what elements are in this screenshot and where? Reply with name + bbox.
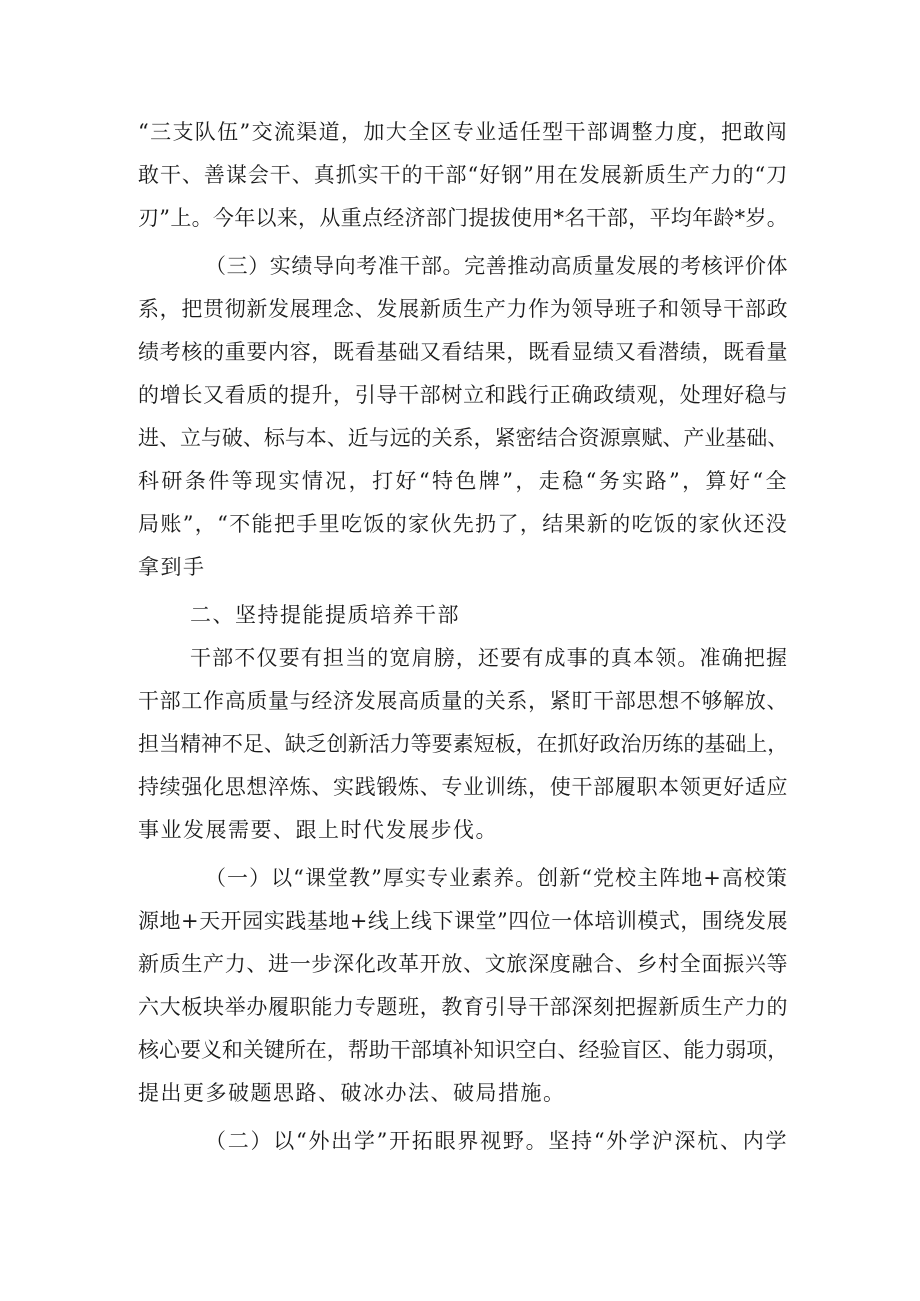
paragraph-line: 敢干、善谋会干、真抓实干的干部“好钢”用在发展新质生产力的“刀 bbox=[138, 163, 788, 187]
paragraph-line: 新质生产力、进一步深化改革开放、文旅深度融合、乡村全面振兴等 bbox=[138, 952, 788, 976]
paragraph-line: 源地+天开园实践基地+线上线下课堂”四位一体培训模式，围绕发展 bbox=[138, 909, 788, 933]
paragraph-line: 事业发展需要、跟上时代发展步伐。 bbox=[138, 818, 498, 842]
paragraph-line: 进、立与破、标与本、近与远的关系，紧密结合资源禀赋、产业基础、 bbox=[138, 426, 788, 450]
section-heading-line: （一）以“课堂教”厚实专业素养。创新“党校主阵地+高校策 bbox=[205, 866, 788, 890]
paragraph-line: “三支队伍”交流渠道，加大全区专业适任型干部调整力度，把敢闯 bbox=[138, 120, 788, 144]
paragraph-line: 拿到手 bbox=[138, 555, 206, 579]
paragraph-line: 提出更多破题思路、破冰办法、破局措施。 bbox=[138, 1081, 566, 1105]
paragraph-line: 六大板块举办履职能力专题班，教育引导干部深刻把握新质生产力的 bbox=[138, 995, 788, 1019]
paragraph-line: 的增长又看质的提升，引导干部树立和践行正确政绩观，处理好稳与 bbox=[138, 383, 788, 407]
paragraph-line: 局账”，“不能把手里吃饭的家伙先扔了，结果新的吃饭的家伙还没 bbox=[138, 512, 788, 536]
paragraph-line: 核心要义和关键所在，帮助干部填补知识空白、经验盲区、能力弱项， bbox=[138, 1038, 788, 1062]
paragraph-line: 科研条件等现实情况，打好“特色牌”，走稳“务实路”，算好“全 bbox=[138, 469, 788, 493]
section-title: 二、坚持提能提质培养干部 bbox=[190, 603, 460, 627]
paragraph-line: 担当精神不足、缺乏创新活力等要素短板，在抓好政治历练的基础上， bbox=[138, 732, 788, 756]
paragraph-line: 持续强化思想淬炼、实践锻炼、专业训练，使干部履职本领更好适应 bbox=[138, 775, 788, 799]
paragraph-line: 干部不仅要有担当的宽肩膀，还要有成事的真本领。准确把握 bbox=[190, 646, 788, 670]
section-heading-line: （二）以“外出学”开拓眼界视野。坚持“外学沪深杭、内学 bbox=[205, 1129, 788, 1153]
paragraph-line: 绩考核的重要内容，既看基础又看结果，既看显绩又看潜绩，既看量 bbox=[138, 340, 788, 364]
paragraph-line: 刃”上。今年以来，从重点经济部门提拔使用*名干部，平均年龄*岁。 bbox=[138, 206, 788, 230]
paragraph-line: 系，把贯彻新发展理念、发展新质生产力作为领导班子和领导干部政 bbox=[138, 297, 788, 321]
section-heading-line: （三）实绩导向考准干部。完善推动高质量发展的考核评价体 bbox=[205, 254, 788, 278]
paragraph-line: 干部工作高质量与经济发展高质量的关系，紧盯干部思想不够解放、 bbox=[138, 689, 788, 713]
